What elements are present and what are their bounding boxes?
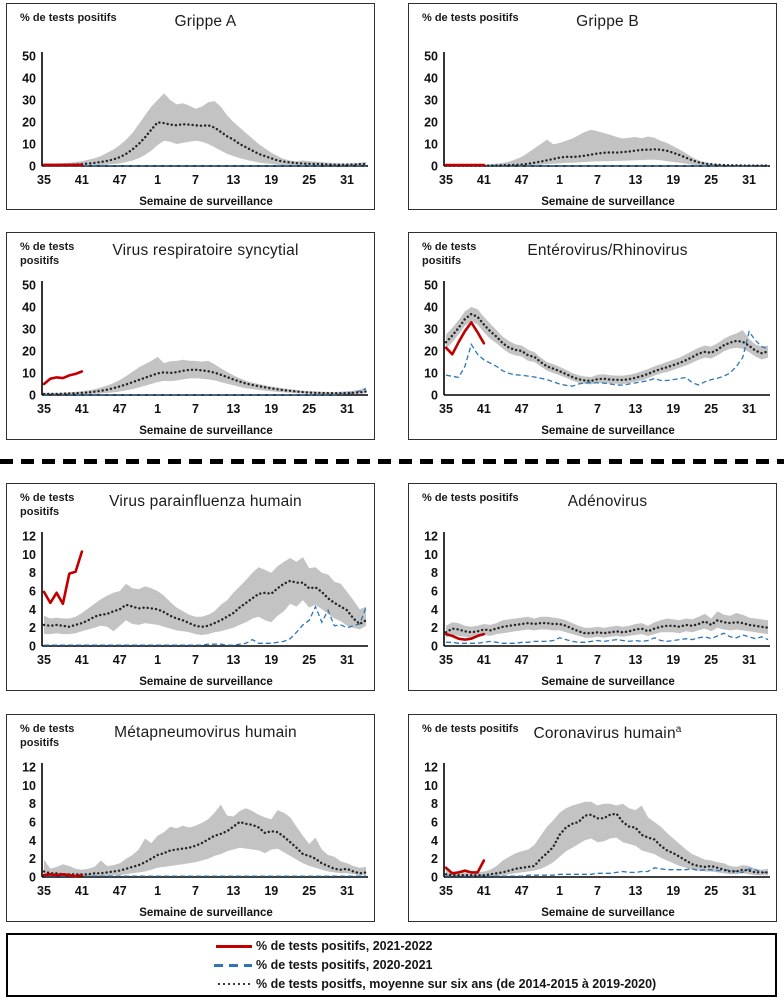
x-tick-label: 13 [628,402,643,416]
legend-box [6,933,777,997]
chart-title [449,724,766,743]
y-tick-label: 10 [424,137,438,152]
y-tick-label: 10 [424,366,438,381]
y-axis-label-line: % de tests [20,492,75,504]
legend-label: % de tests positifs, 2020-2021 [256,958,433,972]
x-tick-label: 31 [340,653,355,667]
y-tick-label: 0 [431,388,438,403]
y-tick-label: 40 [424,71,438,86]
x-axis-title: Semaine de surveillance [139,907,273,919]
x-tick-label: 47 [514,653,529,667]
y-tick-label: 50 [22,49,36,64]
x-tick-label: 47 [112,173,127,187]
season-divider-dashed-line [0,459,784,464]
chart-title [47,724,364,742]
y-tick-label: 4 [29,602,36,617]
legend-label: % de tests positifs, 2021-2022 [256,939,433,953]
y-tick-label: 0 [431,159,438,174]
y-tick-label: 2 [29,621,36,636]
x-axis-title: Semaine de surveillance [541,425,675,437]
x-tick-label: 35 [37,402,51,416]
legend-item-mean-six-years [212,975,775,993]
solid-red-line-icon [216,945,252,948]
confidence-band [446,307,768,384]
legend-item-2021-2022 [212,937,775,955]
y-tick-label: 8 [29,797,36,812]
x-tick-label: 25 [704,173,719,187]
chart-metapneumovirus [6,714,375,922]
y-tick-label: 30 [424,93,438,108]
y-tick-label: 6 [29,584,36,599]
y-tick-label: 4 [431,602,438,617]
y-tick-label: 20 [424,115,438,130]
y-tick-label: 10 [22,366,36,381]
x-tick-label: 1 [154,173,162,187]
y-tick-label: 12 [424,529,438,544]
y-tick-label: 8 [29,566,36,581]
y-tick-label: 20 [22,344,36,359]
y-tick-label: 6 [431,815,438,830]
chart-title-text: Adénovirus [567,493,648,510]
x-tick-label: 19 [666,173,681,187]
x-tick-label: 41 [476,173,491,187]
x-tick-label: 13 [628,653,643,667]
x-tick-label: 31 [742,402,757,416]
mean-line [446,314,768,381]
dashed-blue-line-icon [214,964,252,967]
y-tick-label: 20 [22,115,36,130]
y-tick-label: 0 [29,388,36,403]
chart-parainfluenza [6,483,375,691]
y-tick-label: 4 [431,833,438,848]
y-tick-label: 40 [22,71,36,86]
y-axis-label-line: positifs [20,737,60,750]
chart-title-superscript: a [675,724,682,735]
x-tick-label: 41 [476,402,491,416]
y-tick-label: 6 [29,815,36,830]
y-tick-label: 10 [22,547,36,562]
y-axis-label-line: % de tests positifs [422,723,519,735]
x-tick-label: 35 [439,653,453,667]
y-tick-label: 20 [424,344,438,359]
x-tick-label: 13 [226,402,241,416]
y-tick-label: 8 [431,797,438,812]
chart-coronavirus [408,714,777,922]
confidence-band [44,93,366,166]
x-tick-label: 13 [226,173,241,187]
x-tick-label: 7 [192,653,200,667]
y-axis-label-line: positifs [20,255,60,268]
legend-item-2020-2021 [212,956,775,974]
x-tick-label: 19 [666,653,681,667]
y-tick-label: 0 [29,870,36,885]
x-tick-label: 47 [112,402,127,416]
x-tick-label: 31 [742,884,757,898]
y-tick-label: 10 [22,137,36,152]
x-tick-label: 7 [192,173,200,187]
x-tick-label: 31 [340,402,355,416]
y-tick-label: 40 [424,300,438,315]
x-tick-label: 31 [340,173,355,187]
x-tick-label: 1 [154,653,162,667]
y-tick-label: 10 [424,547,438,562]
x-tick-label: 19 [264,884,279,898]
y-axis-label-line: % de tests positifs [422,12,519,24]
chart-entero-rhino [408,232,777,440]
plot-svg [410,277,775,439]
y-tick-label: 12 [22,760,36,775]
y-tick-label: 2 [431,852,438,867]
y-tick-label: 0 [29,159,36,174]
x-axis-title: Semaine de surveillance [139,196,273,208]
x-tick-label: 31 [742,653,757,667]
legend-label: % de tests positfs, moyenne sur six ans (de 2014-2015 à 2019-2020) [256,977,657,991]
y-tick-label: 0 [431,639,438,654]
plot-svg [8,277,373,439]
chart-title [47,13,364,31]
y-tick-label: 6 [431,584,438,599]
x-tick-label: 13 [226,884,241,898]
y-tick-label: 50 [424,278,438,293]
plot-svg [8,759,373,921]
y-tick-label: 2 [431,621,438,636]
confidence-band [446,802,768,877]
x-tick-label: 19 [264,402,279,416]
x-tick-label: 13 [226,653,241,667]
y-tick-label: 40 [22,300,36,315]
x-tick-label: 31 [340,884,355,898]
y-axis-label-line: % de tests positifs [422,492,519,504]
line-2021-2022 [44,552,82,604]
confidence-band [446,130,768,166]
x-tick-label: 19 [666,884,681,898]
y-tick-label: 12 [424,760,438,775]
x-tick-label: 41 [74,653,89,667]
chart-title [47,242,364,260]
y-axis-label-line: % de tests positifs [20,12,117,24]
chart-title-text: Entérovirus/Rhinovirus [527,242,688,259]
y-tick-label: 8 [431,566,438,581]
confidence-band [446,611,768,638]
plot-svg [410,759,775,921]
x-tick-label: 7 [594,402,602,416]
chart-title-text: Virus respiratoire syncytial [112,242,299,259]
y-axis-label-line: positifs [20,506,60,519]
legend-swatch-cell [212,945,252,948]
x-tick-label: 7 [192,884,200,898]
x-tick-label: 41 [74,173,89,187]
x-axis-title: Semaine de surveillance [541,907,675,919]
chart-title [449,493,766,511]
x-axis-title: Semaine de surveillance [139,425,273,437]
x-tick-label: 1 [556,653,564,667]
legend-swatch-cell [212,964,252,967]
x-tick-label: 7 [594,653,602,667]
y-tick-label: 0 [431,870,438,885]
y-tick-label: 2 [29,852,36,867]
x-tick-label: 35 [37,173,51,187]
chart-title [47,493,364,511]
x-tick-label: 19 [264,173,279,187]
x-tick-label: 1 [556,173,564,187]
legend-swatch-cell [212,983,252,985]
x-tick-label: 41 [74,884,89,898]
x-tick-label: 47 [112,884,127,898]
x-tick-label: 47 [514,884,529,898]
y-axis-label-line: % de tests [422,241,477,253]
x-tick-label: 47 [514,402,529,416]
x-axis-title: Semaine de surveillance [541,676,675,688]
y-axis-label-line: % de tests [20,723,75,735]
x-tick-label: 19 [264,653,279,667]
x-tick-label: 25 [704,884,719,898]
y-tick-label: 50 [424,49,438,64]
x-tick-label: 35 [37,884,51,898]
chart-title-text: Métapneumovirus humain [114,724,297,741]
chart-title-text: Grippe B [576,13,639,30]
y-tick-label: 12 [22,529,36,544]
plot-svg [8,48,373,210]
x-tick-label: 47 [514,173,529,187]
chart-grippe-b [408,3,777,210]
x-tick-label: 25 [302,402,317,416]
y-tick-label: 10 [424,778,438,793]
dotted-black-line-icon [218,983,252,985]
y-tick-label: 30 [22,322,36,337]
x-tick-label: 1 [154,884,162,898]
x-tick-label: 1 [556,402,564,416]
x-tick-label: 25 [302,884,317,898]
chart-title-text: Coronavirus humain [533,725,676,743]
x-tick-label: 31 [742,173,757,187]
line-2021-2022 [44,372,82,385]
x-tick-label: 7 [192,402,200,416]
y-tick-label: 30 [424,322,438,337]
x-tick-label: 25 [302,173,317,187]
chart-grippe-a [6,3,375,210]
x-tick-label: 25 [704,402,719,416]
x-tick-label: 1 [154,402,162,416]
x-tick-label: 41 [476,884,491,898]
chart-title-text: Virus parainfluenza humain [109,493,302,510]
x-tick-label: 41 [74,402,89,416]
x-tick-label: 35 [439,402,453,416]
y-axis-label-line: % de tests [20,241,75,253]
chart-title [449,242,766,260]
y-tick-label: 4 [29,833,36,848]
x-tick-label: 13 [628,884,643,898]
y-tick-label: 30 [22,93,36,108]
confidence-band [44,557,366,635]
x-tick-label: 47 [112,653,127,667]
chart-adenovirus [408,483,777,691]
x-tick-label: 25 [302,653,317,667]
x-tick-label: 19 [666,402,681,416]
x-tick-label: 35 [439,173,453,187]
x-tick-label: 35 [439,884,453,898]
y-axis-label-line: positifs [422,255,462,268]
x-tick-label: 7 [594,884,602,898]
line-2021-2022 [446,861,484,874]
y-tick-label: 0 [29,639,36,654]
x-tick-label: 1 [556,884,564,898]
chart-title-text: Grippe A [174,13,237,30]
x-axis-title: Semaine de surveillance [541,196,675,208]
x-tick-label: 13 [628,173,643,187]
plot-svg [410,48,775,210]
chart-vrs [6,232,375,440]
confidence-band [44,357,366,395]
chart-title [449,13,766,31]
plot-svg [8,528,373,690]
x-tick-label: 25 [704,653,719,667]
y-tick-label: 10 [22,778,36,793]
x-tick-label: 41 [476,653,491,667]
plot-svg [410,528,775,690]
x-tick-label: 35 [37,653,51,667]
x-axis-title: Semaine de surveillance [139,676,273,688]
y-tick-label: 50 [22,278,36,293]
x-tick-label: 7 [594,173,602,187]
